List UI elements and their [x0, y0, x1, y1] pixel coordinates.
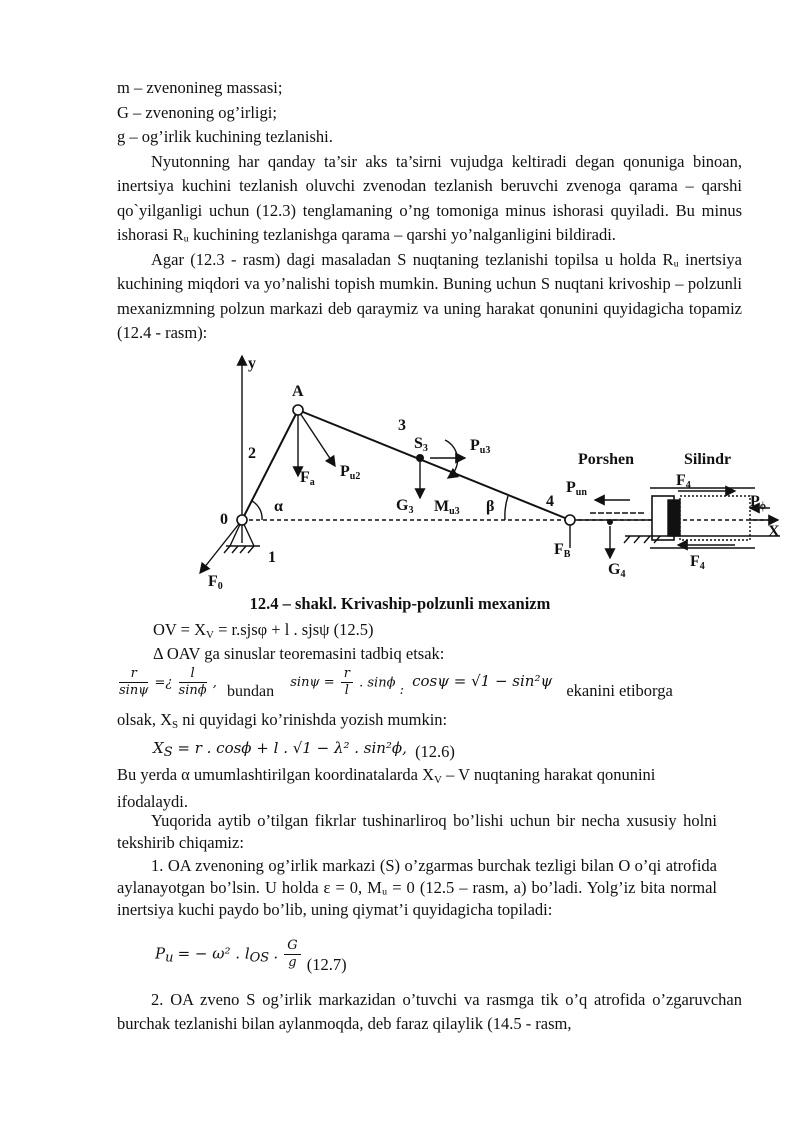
joint-a: [293, 405, 303, 415]
paragraph: Agar (12.3 - rasm) dagi masaladan S nuqtaning tezlanishi topilsa u holda Rᵤ inertsiya kuchining miqdori va yo’nalishi topish mumkin. Buning uchun S nuqtani krivoship – polzunli mexanizmning polzun markazi deb qaraymiz va uning harakat qonunini quyidagicha topamiz (12.4 - rasm):: [117, 249, 742, 342]
label-y: y: [248, 355, 256, 372]
svg-text:G3: G3: [396, 497, 414, 516]
svg-text:Pu2: Pu2: [340, 463, 361, 482]
label-mu3: M: [434, 498, 450, 515]
label-g4: G: [608, 561, 621, 578]
figure-caption: 12.4 – shakl. Krivaship-polzunli mexanizm: [249, 594, 551, 613]
paragraph: 2. OA zveno S og’irlik markazidan o’tuvchi va rasmga tik o’q atrofida o’zgaruvchan burchak tezlanishi bilan aylanmoqda, deb faraz qilaylik (14.5 - rasm,: [117, 990, 742, 1033]
label-fa: F: [300, 469, 310, 486]
point-s4: [607, 519, 613, 525]
olsak-line: olsak, $X_S$ ni quyidagi ko’rinishda yozish mumkin:: [117, 710, 448, 731]
joint-b: [565, 515, 575, 525]
label-pu3: P: [470, 437, 480, 454]
paragraph: Yuqorida aytib o’tilgan fikrlar tushinarliroq bo’lishi uchun bir necha xususiy holni tekshirib chiqamiz:: [117, 811, 717, 852]
text-line: m – zvenonineg massasi;: [117, 78, 283, 97]
svg-text:Mu3: Mu3: [434, 498, 460, 517]
svg-text:Pu3: Pu3: [470, 437, 491, 456]
cylinder: [680, 496, 750, 540]
label-f0: F: [208, 573, 218, 590]
label-s3: S: [414, 435, 423, 452]
equation-126: $X_S = r$ . cosϕ + l . √1 − λ² . sin²ϕ, (12.6): [153, 739, 455, 761]
text-line: G – zvenoning og’irligi;: [117, 102, 277, 122]
label-4: 4: [546, 493, 554, 510]
paragraph: Nyutonning har qanday ta’sir aks ta’sirni vujudga keltiradi degan qonuniga binoan, inertsiya kuchini tezlanish oluvchi zvenodan tezlanish beruvchi zvenoga qarama – qarshi qo`yilganligi uchun (12.3) tenglamaning o’ng tomoniga minus ishorasi quyiladi. Bu minus ishorasi Rᵤ kuchining tezlanishga qarama – qarshi yo’nalganligini bildiradi.: [117, 151, 742, 244]
label-pu2: P: [340, 463, 350, 480]
joint-o: [237, 515, 247, 525]
label-2: 2: [248, 445, 256, 462]
svg-text:F0: F0: [208, 573, 223, 592]
text-block-top: [117, 76, 742, 346]
point-s3: [416, 454, 424, 462]
label-f4-top: F: [676, 472, 686, 489]
svg-text:FB: FB: [554, 541, 571, 560]
label-beta: β: [486, 498, 495, 515]
svg-text:Fa: Fa: [300, 469, 315, 488]
svg-text:F4: F4: [690, 553, 705, 572]
label-3: 3: [398, 417, 406, 434]
sine-rule: $\frac{r}{\sin\psi}$ =¿ $\frac{l}{\sin\phi}$ , bundan sinψ = $\frac{r}{l}$ . sinϕ $_:$ cosψ = √1 − sin²ψ ekanini etiborga: [119, 666, 673, 701]
label-pun: P: [566, 479, 576, 496]
alpha-arc: [252, 501, 262, 520]
equation-125: OV = $X_V = r.sjs\varphi + l$ . sjsψ (12.5): [153, 620, 374, 641]
equation-127: $P_u$ = − ω² . $l_{OS}$ . $\frac{G}{g}$ (12.7): [155, 938, 347, 975]
beta-arc: [505, 496, 508, 520]
triangle-text: Δ OAV ga sinuslar teoremasini tadbiq etsak:: [153, 644, 445, 663]
crank-link: [242, 410, 298, 520]
bu-yerda-para: Bu yerda α umumlashtirilgan koordinatalarda $X_V$ – V nuqtaning harakat qonunini ifodalaydi.: [117, 765, 656, 811]
label-f4-bottom: F: [690, 553, 700, 570]
mechanism-figure: [190, 348, 790, 593]
label-fb: F: [554, 541, 564, 558]
svg-text:Pϕ: Pϕ: [750, 493, 767, 512]
text-line: g – og’irlik kuchining tezlanishi.: [117, 127, 333, 146]
label-pphi: P: [750, 493, 760, 510]
label-1: 1: [268, 549, 276, 566]
paragraph: 1. OA zvenoning og’irlik markazi (S) o’zgarmas burchak tezligi bilan O o’qi atrofida aylanayotgan bo’lsin. U holda ε = 0, Mᵤ = 0 (12.5 – rasm, a) bo’ladi. Yolg’iz bita normal inertsiya kuchi paydo bo’lib, uning qiymat’i quyidagicha topiladi:: [117, 856, 717, 919]
label-alpha: α: [274, 498, 283, 515]
label-g3: G: [396, 497, 409, 514]
label-a: A: [292, 383, 304, 400]
label-x: X: [768, 523, 780, 540]
svg-text:S3: S3: [414, 435, 428, 454]
label-porshen: Porshen: [578, 451, 634, 468]
svg-text:G4: G4: [608, 561, 626, 580]
label-0: 0: [220, 511, 228, 528]
svg-text:F4: F4: [676, 472, 691, 491]
label-silindr: Silindr: [684, 451, 732, 468]
svg-text:Pun: Pun: [566, 479, 587, 498]
